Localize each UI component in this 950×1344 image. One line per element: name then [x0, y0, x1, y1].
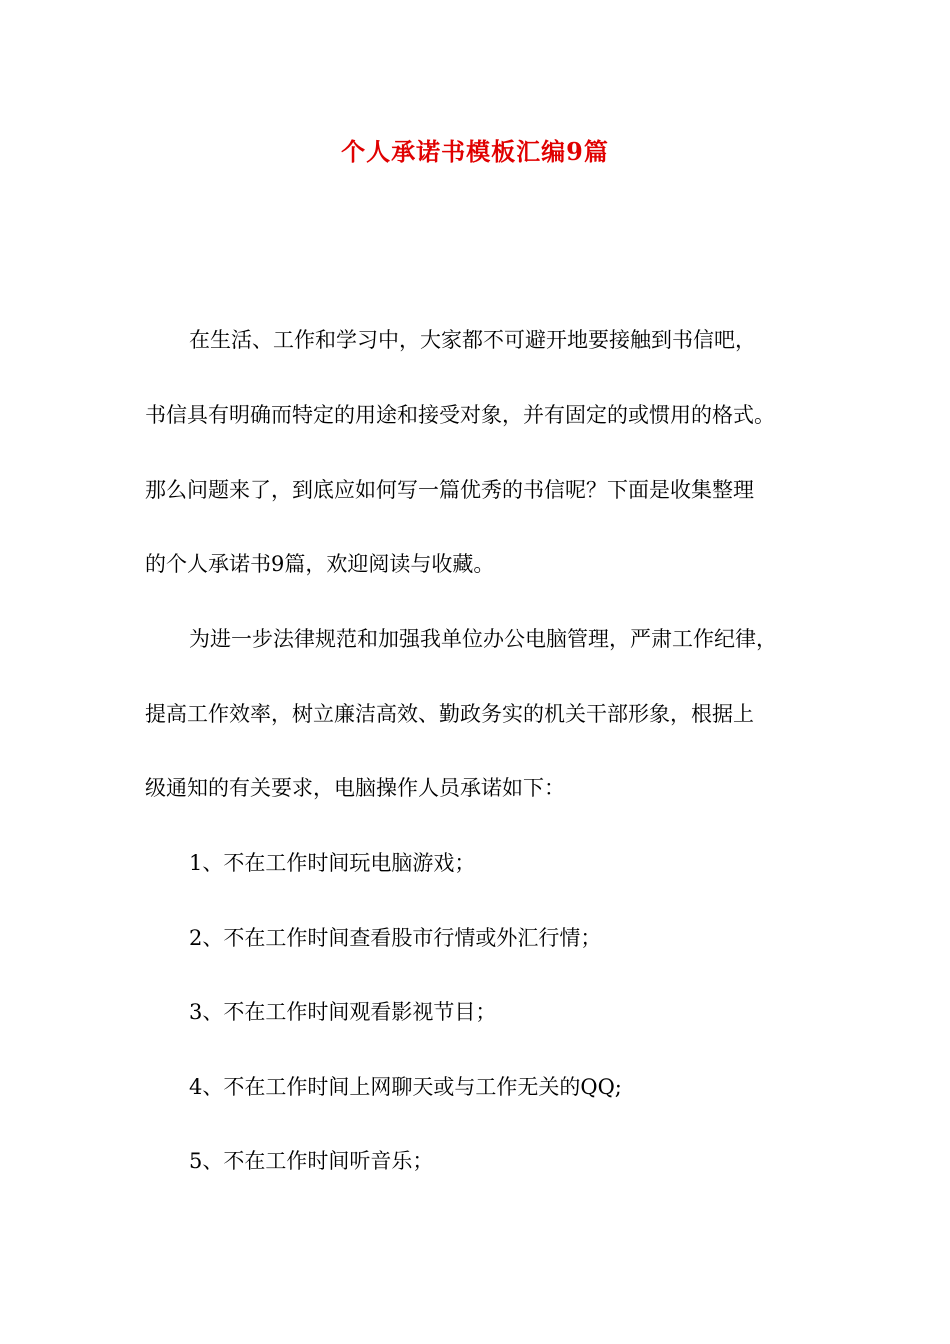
list-item: 2、不在工作时间查看股市行情或外汇行情；	[189, 926, 602, 950]
paragraph-line: 那么问题来了，到底应如何写一篇优秀的书信呢？下面是收集整理	[145, 478, 754, 502]
paragraph-line: 的个人承诺书9篇，欢迎阅读与收藏。	[145, 552, 495, 576]
paragraph-line: 书信具有明确而特定的用途和接受对象，并有固定的或惯用的格式。	[145, 403, 775, 427]
list-item: 1、不在工作时间玩电脑游戏；	[189, 851, 476, 875]
paragraph-line: 级通知的有关要求，电脑操作人员承诺如下：	[145, 776, 565, 800]
paragraph-line: 提高工作效率，树立廉洁高效、勤政务实的机关干部形象，根据上	[145, 702, 754, 726]
list-item: 5、不在工作时间听音乐；	[189, 1149, 434, 1173]
paragraph-line: 在生活、工作和学习中，大家都不可避开地要接触到书信吧，	[189, 328, 756, 352]
paragraph-line: 为进一步法律规范和加强我单位办公电脑管理，严肃工作纪律，	[189, 627, 777, 651]
document-title: 个人承诺书模板汇编9篇	[341, 137, 609, 166]
list-item: 4、不在工作时间上网聊天或与工作无关的QQ;	[189, 1075, 622, 1099]
list-item: 3、不在工作时间观看影视节目；	[189, 1000, 497, 1024]
